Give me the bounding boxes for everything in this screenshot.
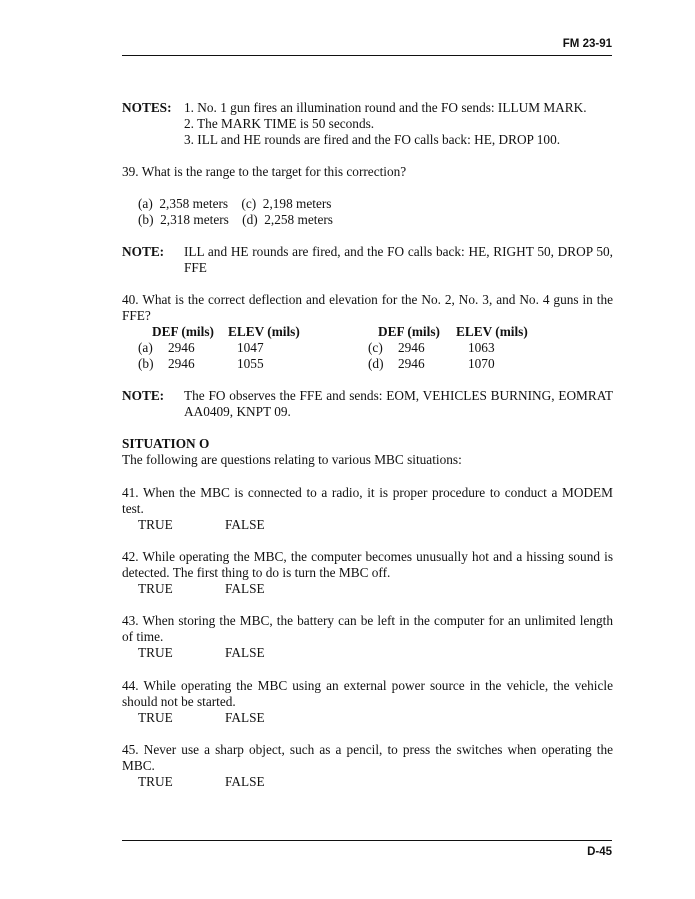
header-rule: [122, 55, 612, 56]
question-43-line-2: of time.: [122, 629, 164, 644]
q39-options-row-1: (a) 2,358 meters (c) 2,198 meters: [138, 196, 332, 211]
q40-option-letter: (a): [138, 340, 153, 355]
question-45-line-2: MBC.: [122, 758, 155, 773]
note-text-line-2: AA0409, KNPT 09.: [184, 404, 291, 419]
q40-option-letter: (b): [138, 356, 154, 371]
question-39: 39. What is the range to the target for this correction?: [122, 164, 407, 179]
q40-option-def: 2946: [168, 340, 195, 355]
note-item-1: 1. No. 1 gun fires an illumination round and the FO sends: ILLUM MARK.: [184, 100, 587, 115]
false-option: FALSE: [225, 774, 265, 789]
true-option: TRUE: [138, 774, 173, 789]
question-44-line-1: 44. While operating the MBC using an external power source in the vehicle, the vehicle: [122, 678, 613, 693]
question-42-line-1: 42. While operating the MBC, the computer becomes unusually hot and a hissing sound is: [122, 549, 613, 564]
question-43-line-1: 43. When storing the MBC, the battery can be left in the computer for an unlimited length: [122, 613, 613, 628]
question-40-line-2: FFE?: [122, 308, 151, 323]
q40-option-elev: 1047: [237, 340, 264, 355]
q40-option-elev: 1070: [468, 356, 495, 371]
footer-rule: [122, 840, 612, 841]
q40-option-elev: 1055: [237, 356, 264, 371]
note-item-2: 2. The MARK TIME is 50 seconds.: [184, 116, 375, 131]
true-option: TRUE: [138, 645, 173, 660]
notes-label: NOTES:: [122, 100, 172, 115]
q40-option-def: 2946: [398, 340, 425, 355]
note-text-line-2: FFE: [184, 260, 207, 275]
false-option: FALSE: [225, 710, 265, 725]
question-42-line-2: detected. The first thing to do is turn the MBC off.: [122, 565, 391, 580]
true-option: TRUE: [138, 710, 173, 725]
question-41-line-1: 41. When the MBC is connected to a radio, it is proper procedure to conduct a MODEM: [122, 485, 613, 500]
document-id: FM 23-91: [562, 38, 612, 50]
elev-header-right: ELEV (mils): [456, 324, 528, 339]
question-40-line-1: 40. What is the correct deflection and elevation for the No. 2, No. 3, and No. 4 guns in the: [122, 292, 613, 307]
page-number: D-45: [587, 846, 612, 858]
false-option: FALSE: [225, 517, 265, 532]
question-41-line-2: test.: [122, 501, 144, 516]
note-text-line-1: ILL and HE rounds are fired, and the FO calls back: HE, RIGHT 50, DROP 50,: [184, 244, 613, 259]
q40-option-def: 2946: [168, 356, 195, 371]
false-option: FALSE: [225, 645, 265, 660]
note-label: NOTE:: [122, 388, 165, 403]
def-header-right: DEF (mils): [378, 324, 440, 339]
true-option: TRUE: [138, 517, 173, 532]
q39-options-row-2: (b) 2,318 meters (d) 2,258 meters: [138, 212, 333, 227]
question-45-line-1: 45. Never use a sharp object, such as a pencil, to press the switches when operating the: [122, 742, 613, 757]
q40-option-def: 2946: [398, 356, 425, 371]
def-header-left: DEF (mils): [152, 324, 214, 339]
false-option: FALSE: [225, 581, 265, 596]
true-option: TRUE: [138, 581, 173, 596]
q40-option-letter: (c): [368, 340, 383, 355]
q40-option-letter: (d): [368, 356, 384, 371]
elev-header-left: ELEV (mils): [228, 324, 300, 339]
note-text-line-1: The FO observes the FFE and sends: EOM, VEHICLES BURNING, EOMRAT: [184, 388, 613, 403]
situation-intro: The following are questions relating to various MBC situations:: [122, 452, 462, 467]
question-44-line-2: should not be started.: [122, 694, 236, 709]
situation-title: SITUATION O: [122, 436, 210, 451]
note-label: NOTE:: [122, 244, 165, 259]
q40-option-elev: 1063: [468, 340, 495, 355]
note-item-3: 3. ILL and HE rounds are fired and the FO calls back: HE, DROP 100.: [184, 132, 561, 147]
